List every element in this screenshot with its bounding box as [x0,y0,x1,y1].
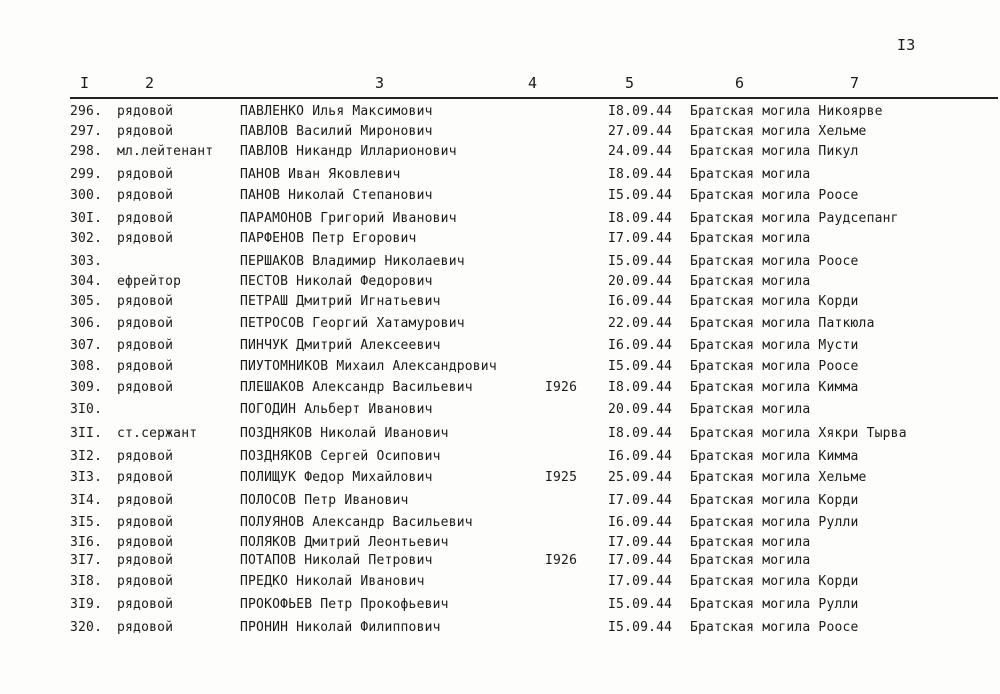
rank: рядовой [117,104,174,119]
table-row [0,186,1000,206]
death-date: I6.09.44 [608,338,673,353]
full-name: ПАВЛЕНКО Илья Максимович [240,104,433,119]
full-name: ПОЛОСОВ Петр Иванович [240,493,409,508]
full-name: ПАНОВ Иван Яковлевич [240,167,401,182]
record-number: 3II. [70,426,103,441]
rank: рядовой [117,167,174,182]
burial-place: Братская могила Корди [690,574,859,589]
table-row [0,572,1000,592]
column-header-7: 7 [850,74,860,92]
death-date: I8.09.44 [608,380,673,395]
death-date: I7.09.44 [608,493,673,508]
record-number: 3I0. [70,402,103,417]
rank: ефрейтор [117,274,182,289]
table-row [0,165,1000,185]
full-name: ПЛЕШАКОВ Александр Васильевич [240,380,473,395]
column-header-1: I [80,74,90,92]
rank: рядовой [117,620,174,635]
death-date: 20.09.44 [608,402,673,417]
record-number: 303. [70,254,103,269]
death-date: 25.09.44 [608,470,673,485]
full-name: ПЕТРОСОВ Георгий Хатамурович [240,316,465,331]
record-number: 3I2. [70,449,103,464]
record-number: 3I3. [70,470,103,485]
full-name: ПОГОДИН Альберт Иванович [240,402,433,417]
record-number: 297. [70,124,103,139]
death-date: 24.09.44 [608,144,673,159]
table-row [0,357,1000,377]
column-header-2: 2 [145,74,155,92]
full-name: ПИУТОМНИКОВ Михаил Александрович [240,359,497,374]
column-header-3: 3 [375,74,385,92]
table-row [0,468,1000,488]
table-row [0,292,1000,312]
rank: рядовой [117,597,174,612]
birth-year: I926 [545,380,578,395]
full-name: ПЕСТОВ Николай Федорович [240,274,433,289]
death-date: I6.09.44 [608,294,673,309]
table-row [0,424,1000,444]
death-date: I8.09.44 [608,426,673,441]
column-header-4: 4 [528,74,538,92]
record-number: 300. [70,188,103,203]
record-number: 302. [70,231,103,246]
burial-place: Братская могила Мусти [690,338,859,353]
burial-place: Братская могила Роосе [690,359,859,374]
death-date: I7.09.44 [608,574,673,589]
full-name: ПАВЛОВ Василий Миронович [240,124,433,139]
rank: рядовой [117,449,174,464]
header-rule [70,97,998,99]
record-number: 3I7. [70,553,103,568]
table-row [0,314,1000,334]
record-number: 307. [70,338,103,353]
burial-place: Братская могила Кимма [690,380,859,395]
record-number: 309. [70,380,103,395]
full-name: ПОЛУЯНОВ Александр Васильевич [240,515,473,530]
rank: рядовой [117,515,174,530]
full-name: ПОЗДНЯКОВ Сергей Осипович [240,449,441,464]
table-row [0,533,1000,553]
burial-place: Братская могила Хякри Тырва [690,426,907,441]
rank: рядовой [117,338,174,353]
table-row [0,491,1000,511]
record-number: 3I4. [70,493,103,508]
record-number: 304. [70,274,103,289]
full-name: ПОЛЯКОВ Дмитрий Леонтьевич [240,535,449,550]
record-number: 3I5. [70,515,103,530]
rank: рядовой [117,359,174,374]
death-date: I7.09.44 [608,231,673,246]
full-name: ПОЛИЩУК Федор Михайлович [240,470,433,485]
death-date: 22.09.44 [608,316,673,331]
death-date: I8.09.44 [608,104,673,119]
burial-place: Братская могила Никоярве [690,104,883,119]
rank: рядовой [117,124,174,139]
death-date: I5.09.44 [608,597,673,612]
burial-place: Братская могила Корди [690,294,859,309]
burial-place: Братская могила Пикул [690,144,859,159]
burial-place: Братская могила Хельме [690,470,867,485]
death-date: I8.09.44 [608,211,673,226]
burial-place: Братская могила Кимма [690,449,859,464]
burial-place: Братская могила Роосе [690,620,859,635]
table-row [0,336,1000,356]
record-number: 320. [70,620,103,635]
death-date: I6.09.44 [608,515,673,530]
rank: рядовой [117,188,174,203]
rank: рядовой [117,316,174,331]
death-date: I5.09.44 [608,188,673,203]
birth-year: I925 [545,470,578,485]
full-name: ПАРФЕНОВ Петр Егорович [240,231,417,246]
record-number: 306. [70,316,103,331]
table-row [0,122,1000,142]
death-date: I6.09.44 [608,449,673,464]
full-name: ПРЕДКО Николай Иванович [240,574,425,589]
page-number: I3 [897,36,916,54]
death-date: I5.09.44 [608,620,673,635]
rank: рядовой [117,211,174,226]
burial-place: Братская могила Роосе [690,254,859,269]
record-number: 298. [70,144,103,159]
rank: рядовой [117,470,174,485]
record-number: 308. [70,359,103,374]
table-row [0,209,1000,229]
burial-place: Братская могила Раудсепанг [690,211,899,226]
death-date: I7.09.44 [608,553,673,568]
table-row [0,142,1000,162]
full-name: ПАРАМОНОВ Григорий Иванович [240,211,457,226]
burial-place: Братская могила [690,167,811,182]
rank: рядовой [117,574,174,589]
record-number: 3I6. [70,535,103,550]
rank: рядовой [117,231,174,246]
death-date: 27.09.44 [608,124,673,139]
rank: рядовой [117,294,174,309]
death-date: I7.09.44 [608,535,673,550]
table-row [0,618,1000,638]
death-date: 20.09.44 [608,274,673,289]
rank: рядовой [117,553,174,568]
table-row [0,595,1000,615]
burial-place: Братская могила Паткюла [690,316,875,331]
burial-place: Братская могила Рулли [690,515,859,530]
column-header-5: 5 [625,74,635,92]
rank: ст.сержант [117,426,198,441]
record-number: 305. [70,294,103,309]
record-number: 30I. [70,211,103,226]
burial-place: Братская могила [690,535,811,550]
death-date: I5.09.44 [608,254,673,269]
column-header-row [0,74,1000,94]
death-date: I8.09.44 [608,167,673,182]
table-row [0,102,1000,122]
table-row [0,272,1000,292]
table-row [0,252,1000,272]
record-number: 3I8. [70,574,103,589]
full-name: ПЕТРАШ Дмитрий Игнатьевич [240,294,441,309]
full-name: ПАВЛОВ Никандр Илларионович [240,144,457,159]
column-header-6: 6 [735,74,745,92]
burial-place: Братская могила [690,402,811,417]
record-number: 3I9. [70,597,103,612]
rank: мл.лейтенант [117,144,214,159]
rank: рядовой [117,535,174,550]
rank: рядовой [117,380,174,395]
table-row [0,551,1000,571]
full-name: ПИНЧУК Дмитрий Алексеевич [240,338,441,353]
death-date: I5.09.44 [608,359,673,374]
full-name: ПАНОВ Николай Степанович [240,188,433,203]
burial-place: Братская могила [690,553,811,568]
record-number: 299. [70,167,103,182]
table-row [0,513,1000,533]
burial-place: Братская могила [690,274,811,289]
table-row [0,400,1000,420]
rank: рядовой [117,493,174,508]
table-row [0,447,1000,467]
table-row [0,378,1000,398]
burial-place: Братская могила Хельме [690,124,867,139]
table-row [0,229,1000,249]
birth-year: I926 [545,553,578,568]
full-name: ПРОНИН Николай Филиппович [240,620,441,635]
burial-place: Братская могила Роосе [690,188,859,203]
burial-place: Братская могила Рулли [690,597,859,612]
full-name: ПОЗДНЯКОВ Николай Иванович [240,426,449,441]
full-name: ПЕРШАКОВ Владимир Николаевич [240,254,465,269]
record-number: 296. [70,104,103,119]
full-name: ПОТАПОВ Николай Петрович [240,553,433,568]
full-name: ПРОКОФЬЕВ Петр Прокофьевич [240,597,449,612]
burial-place: Братская могила Корди [690,493,859,508]
burial-place: Братская могила [690,231,811,246]
